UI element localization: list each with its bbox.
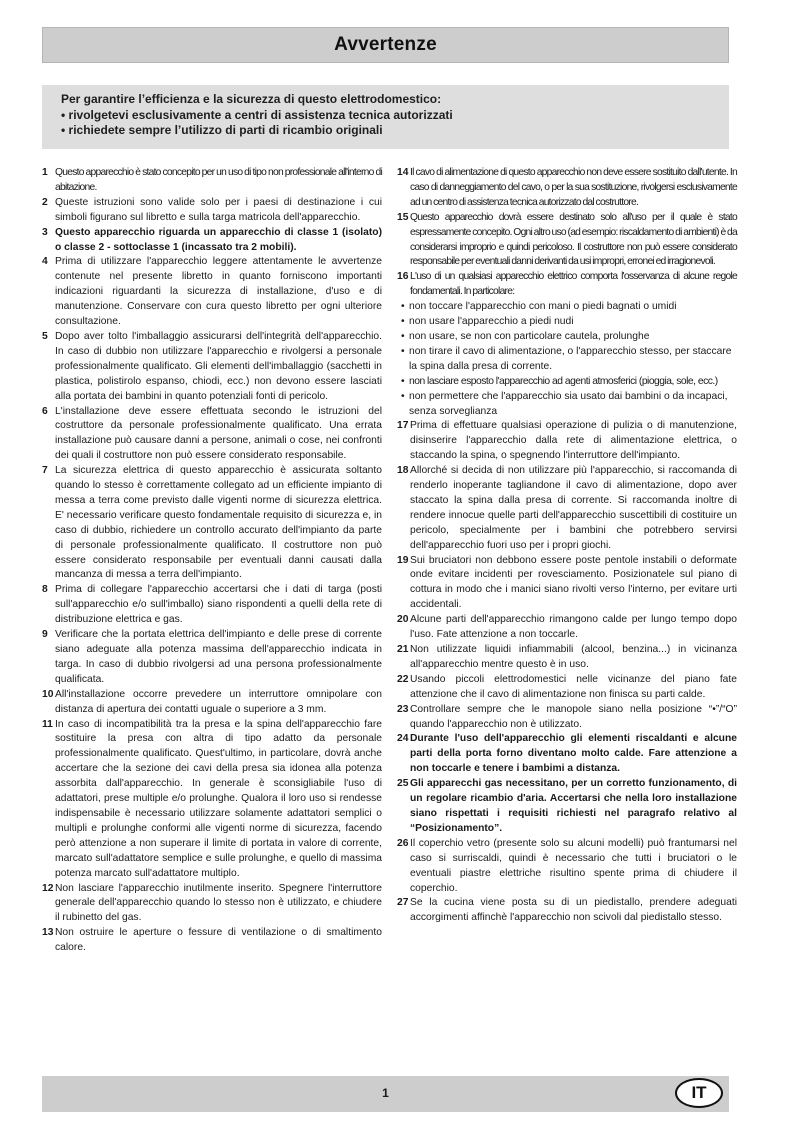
item-number: 7	[42, 465, 48, 477]
intro-line: • richiedete sempre l’utilizzo di parti di ricambio originali	[61, 123, 383, 137]
warning-item-11	[42, 718, 382, 882]
item-text: Il coperchio vetro (presente solo su alcuni modelli) può frantumarsi nel caso si surriscaldi, quindi è necessario che tutti i bruciatori o le eventuali piastre elettriche risultino spente prima di chiudere il coperchio.	[410, 837, 737, 894]
item-text: Non ostruire le aperture o fessure di ventilazione o di smaltimento calore.	[55, 927, 382, 954]
item-text: Usando piccoli elettrodomestici nelle vicinanze del piano fate attenzione che il cavo di alimentazione non finisca su parti calde.	[410, 673, 737, 700]
item-text: Durante l'uso dell'apparecchio gli elementi riscaldanti e alcune parti della porta forno diventano molto calde. Fare attenzione a non toccarle e tenere i bambimi a distanza.	[410, 733, 737, 775]
warning-item-13	[42, 926, 382, 956]
item-number: 12	[42, 882, 54, 894]
left-column	[42, 166, 382, 956]
language-badge: IT	[675, 1078, 723, 1108]
safety-intro-box	[42, 85, 729, 149]
list-item: • non toccare l'apparecchio con mani o piedi bagnati o umidi	[401, 300, 737, 315]
item-number: 10	[42, 688, 54, 700]
item-number: 5	[42, 330, 48, 342]
list-item: • non usare l'apparecchio a piedi nudi	[401, 315, 737, 330]
item-number: 14	[397, 167, 409, 178]
list-item: • non tirare il cavo di alimentazione, o l'apparecchio stesso, per staccare la spina dalla presa di corrente.	[401, 345, 737, 375]
intro-line: • rivolgetevi esclusivamente a centri di assistenza tecnica autorizzati	[61, 107, 453, 122]
item-number: 15	[397, 211, 409, 223]
item-number: 27	[397, 897, 409, 909]
warning-item-9	[42, 628, 382, 688]
warning-item-16	[397, 270, 737, 300]
footer-bar	[42, 1076, 729, 1112]
item-text: La sicurezza elettrica di questo apparecchio è assicurata soltanto quando lo stesso è correttamente collegato ad un efficiente impianto di messa a terra come previsto dalle vigenti norme di sicurezza elettrica. E' necessario verificare questo fondamentale requisito di sicurezza e, in caso di dubbio, richiedere un controllo accurato dell'impianto da parte di personale professionalmente qualificato. Il costruttore non può essere considerato responsabile per eventuali danni causati dalla mancanza di messa a terra dell'impianto.	[55, 465, 382, 581]
item-text: All'installazione occorre prevedere un interruttore omnipolare con distanza di apertura dei contatti uguale o superiore a 3 mm.	[55, 688, 382, 715]
item-text: Controllare sempre che le manopole siano nella posizione “•”/“O” quando l'apparecchio non è utilizzato.	[410, 703, 737, 730]
warning-item-27	[397, 896, 737, 926]
bullet-list	[397, 300, 737, 419]
item-number: 9	[42, 629, 48, 641]
item-text: Non utilizzate liquidi infiammabili (alcool, benzina...) in vicinanza all'apparecchio mentre questo è in uso.	[410, 644, 737, 670]
warning-item-19	[397, 554, 737, 614]
warning-item-24	[397, 732, 737, 777]
warning-item-22	[397, 673, 737, 703]
title-bar	[42, 27, 729, 63]
warning-item-23	[397, 703, 737, 733]
intro-line: Per garantire l’efficienza e la sicurezza di questo elettrodomestico:	[61, 92, 442, 106]
item-text: Questo apparecchio è stato concepito per un uso di tipo non professionale all'interno di abitazione.	[55, 167, 382, 193]
item-number: 26	[397, 837, 409, 849]
warning-item-7	[42, 464, 382, 583]
warning-item-25	[397, 777, 737, 837]
warning-item-14	[397, 166, 737, 211]
item-number: 18	[397, 465, 409, 477]
item-text: Dopo aver tolto l'imballaggio assicurarsi dell'integrità dell'apparecchio. In caso di dubbio non utilizzare l'apparecchio e rivolgersi a personale professionalmente qualificato. Gli elementi dell'imballaggio (sacchetti in plastica, polistirolo espanso, chiodi, ecc.) non devono essere lasciati alla portata dei bambini in quanto potenziali fonti di pericolo.	[55, 330, 382, 402]
item-text: Questo apparecchio riguarda un apparecchio di classe 1 (isolato) o classe 2 - sottoclasse 1 (incassato tra 2 mobili).	[55, 226, 382, 253]
item-text: In caso di incompatibilità tra la presa e la spina dell'apparecchio fare sostituire la presa con altra di tipo adatto da personale professionalmente qualificato. Quest'ultimo, in particolare, dovrà anche accertare che la sezione dei cavi della presa sia idonea alla potenza assorbita dall'apparecchio. In generale è sconsigliabile l'uso di adattatori, prese multiple e/o prolunghe. Qualora il loro uso si rendesse indispensabile è necessario utilizzare solamente adattatori semplici o multipli e prolunghe conformi alle vigenti norme di sicurezza, facendo però attenzione a non superare il limite di portata in valore di corrente, marcato sull'adattatore semplice e sulle prolunghe, e quello di massima potenza marcato sull'adattatore multiplo.	[55, 718, 382, 879]
warning-item-1	[42, 166, 382, 196]
item-number: 25	[397, 778, 409, 790]
item-number: 16	[397, 271, 409, 283]
item-number: 8	[42, 584, 48, 596]
warning-item-17	[397, 419, 737, 464]
list-item: • non usare, se non con particolare cautela, prolunghe	[401, 330, 737, 345]
item-text: Prima di effettuare qualsiasi operazione di pulizia o di manutenzione, disinserire l'apparecchio dalla rete di alimentazione elettrica, o staccando la spina, o spegnendo l'interruttore dell'impianto.	[410, 420, 737, 462]
warning-item-3	[42, 226, 382, 256]
item-number: 22	[397, 673, 409, 685]
item-text: Allorché si decida di non utilizzare più l'apparecchio, si raccomanda di renderlo inoperante tagliandone il cavo di alimentazione, dopo aver staccato la spina dalla presa di corrente. Si raccomanda inoltre di rendere innocue quelle parti dell'apparecchio suscettibili di costituire un pericolo, specialmente per i bambini che potrebbero servirsi dell'apparecchio fuori uso per i propri giochi.	[410, 465, 737, 551]
item-text: Alcune parti dell'apparecchio rimangono calde per lungo tempo dopo l'uso. Fate attenzione a non toccarle.	[410, 614, 737, 641]
right-column	[397, 166, 737, 926]
item-number: 6	[42, 405, 48, 417]
warning-item-18	[397, 464, 737, 553]
item-number: 13	[42, 927, 54, 939]
item-text: Verificare che la portata elettrica dell'impianto e delle prese di corrente siano adeguate alla potenza massima dell'apparecchio indicata in targa. In caso di dubbio rivolgersi ad una persona professionalmente qualificata.	[55, 629, 382, 685]
warning-item-12	[42, 882, 382, 927]
item-number: 24	[397, 733, 409, 745]
item-text: Queste istruzioni sono valide solo per i paesi di destinazione i cui simboli figurano sul libretto e sulla targa matricola dell'apparecchio.	[55, 196, 382, 223]
item-number: 19	[397, 554, 409, 566]
item-text: Gli apparecchi gas necessitano, per un corretto funzionamento, di un regolare ricambio d'aria. Accertarsi che nella loro installazione siano rispettati i requisiti richiesti nel paragrafo relativo al “Posizionamento”.	[410, 778, 737, 834]
warning-item-8	[42, 583, 382, 628]
item-number: 4	[42, 256, 48, 268]
item-number: 2	[42, 196, 48, 208]
item-number: 1	[42, 167, 48, 178]
warning-item-5	[42, 330, 382, 405]
warning-item-4	[42, 255, 382, 330]
item-text: Se la cucina viene posta su di un piedistallo, prendere adeguati accorgimenti affinchè l'apparecchio non scivoli dal piedistallo stesso.	[410, 897, 737, 924]
item-text: Sui bruciatori non debbono essere poste pentole instabili o deformate onde evitare incidenti per rovesciamento. Posizionatele sul piano di cottura in modo che i manici siano rivolti verso l'interno, per evitare urti accidentali.	[410, 554, 737, 611]
item-number: 3	[42, 226, 48, 238]
item-text: L'uso di un qualsiasi apparecchio elettrico comporta l'osservanza di alcune regole fondamentali. In particolare:	[410, 271, 737, 298]
item-text: Prima di collegare l'apparecchio accertarsi che i dati di targa (posti sull'apparecchio e/o sull'imballo) siano rispondenti a quelli della rete di distribuzione elettrica e gas.	[55, 584, 382, 626]
warning-item-2	[42, 196, 382, 226]
warning-item-10	[42, 688, 382, 718]
item-number: 17	[397, 420, 409, 432]
list-item: • non permettere che l'apparecchio sia usato dai bambini o da incapaci, senza sorveglianza	[401, 390, 737, 420]
warning-item-26	[397, 837, 737, 897]
item-text: Non lasciare l'apparecchio inutilmente inserito. Spegnere l'interruttore generale dell'apparecchio quando lo stesso non è utilizzato, e chiudere il rubinetto del gas.	[55, 882, 382, 924]
item-text: L'installazione deve essere effettuata secondo le istruzioni del costruttore da personale professionalmente qualificato. Una errata installazione può causare danni a persone, animali o cose, nei confronti dei quali il costruttore non può essere considerato responsabile.	[55, 405, 382, 462]
item-text: Questo apparecchio dovrà essere destinato solo all'uso per il quale è stato espressamente concepito. Ogni altro uso (ad esempio: riscaldamento di ambienti) è da considerarsi improprio e quindi pericoloso. Il costruttore non può essere considerato responsabile per eventuali danni derivanti da usi impropri, erronei ed irragionevoli.	[410, 211, 737, 268]
list-item: • non lasciare esposto l'apparecchio ad agenti atmosferici (pioggia, sole, ecc.)	[401, 375, 737, 390]
item-number: 21	[397, 644, 409, 655]
page-title: Avvertenze	[334, 34, 437, 55]
warning-item-21	[397, 643, 737, 673]
warning-item-20	[397, 613, 737, 643]
item-number: 23	[397, 703, 409, 715]
warning-item-15	[397, 211, 737, 271]
item-text: Il cavo di alimentazione di questo apparecchio non deve essere sostituito dall'utente. In caso di danneggiamento del cavo, o per la sua sostituzione, rivolgersi esclusivamente ad un centro di assistenza tecnica autorizzato dal costruttore.	[410, 167, 737, 208]
item-number: 11	[42, 718, 53, 730]
page-number: 1	[382, 1086, 389, 1100]
item-text: Prima di utilizzare l'apparecchio leggere attentamente le avvertenze contenute nel presente libretto in quanto forniscono importanti indicazioni riguardanti la sicurezza di installazione, d'uso e di manutenzione. Conservare con cura questo libretto per ogni ulteriore consultazione.	[55, 256, 382, 328]
item-number: 20	[397, 614, 409, 626]
warning-item-6	[42, 405, 382, 465]
